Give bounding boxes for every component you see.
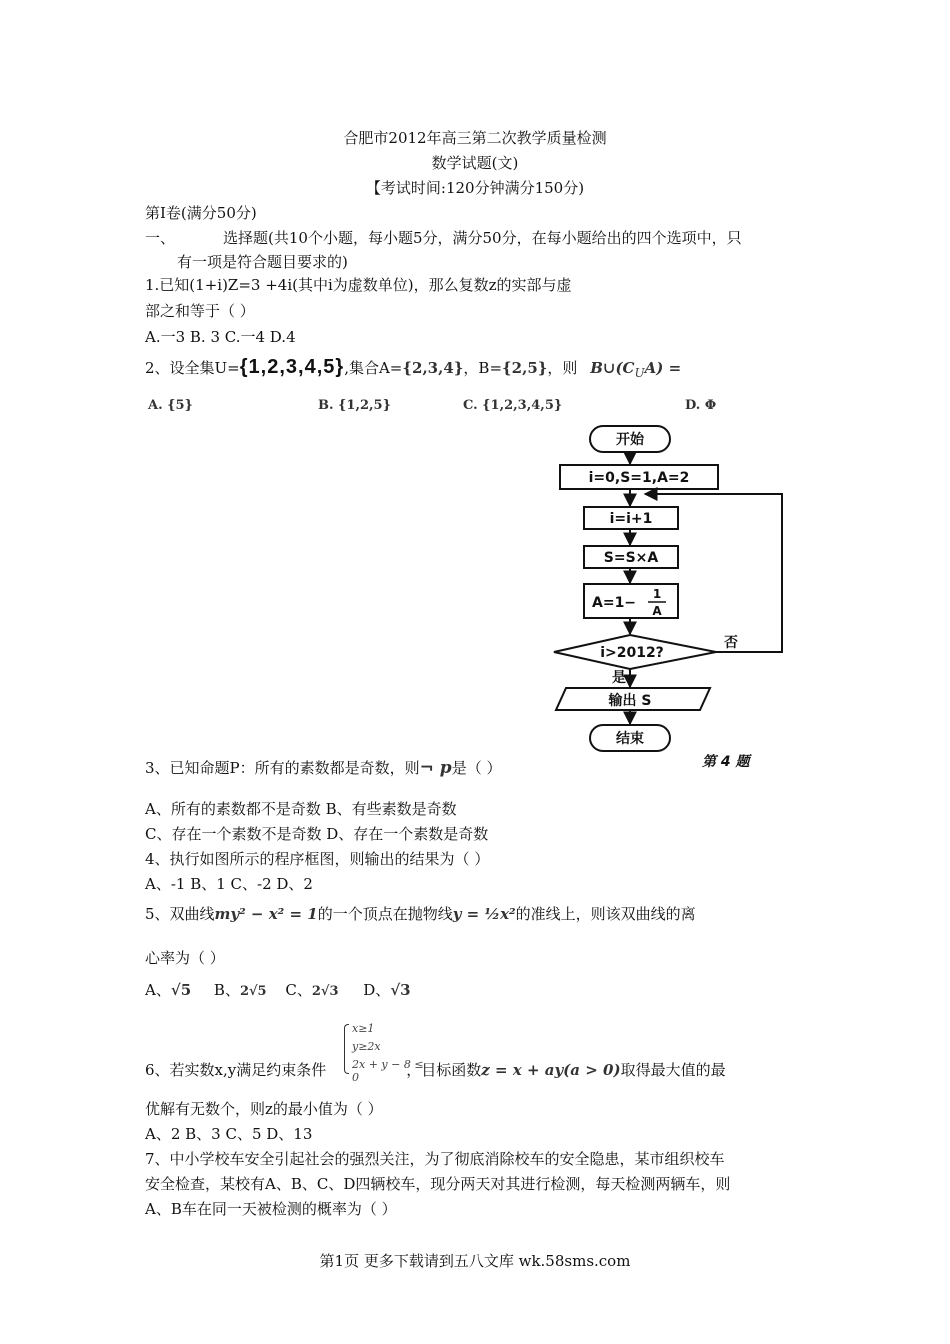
q2-prefix: 2、设全集U= — [145, 359, 240, 377]
q2-option-b: B. {1,2,5} — [318, 398, 391, 413]
q6-cond3: 2x + y − 8 ≤ 0 — [352, 1058, 424, 1084]
exam-subtitle: 数学试题(文) — [431, 154, 519, 172]
q5-suffix: 的准线上，则该双曲线的离 — [515, 905, 696, 923]
q2-line — [145, 357, 681, 383]
q2-set-a: {2,3,4} — [402, 359, 464, 377]
q6-expr: z = x + ay(a > 0) — [481, 1061, 621, 1079]
q3-expr: ¬ p — [419, 758, 452, 778]
q5-prefix: 5、双曲线 — [145, 905, 215, 923]
page-footer: 第1页 更多下载请到五八文库 wk.58sms.com — [319, 1252, 631, 1270]
q2-mid-a: ,集合A= — [344, 359, 403, 377]
q6-cond1: x≥1 — [352, 1022, 375, 1035]
q5-opt-a-label: A、 — [145, 981, 171, 999]
q3-options-cd: C、存在一个素数不是奇数 D、存在一个素数是奇数 — [145, 825, 489, 843]
q6-options: A、2 B、3 C、5 D、13 — [145, 1125, 313, 1143]
q6-suffix: 取得最大值的最 — [620, 1061, 726, 1079]
q2-expr: B∪(C — [590, 359, 635, 377]
q5-mid: 的一个顶点在抛物线 — [317, 905, 453, 923]
q5-opt-c: 2√3 — [311, 984, 339, 999]
q6-cond2: y≥2x — [352, 1040, 381, 1053]
flow-no-label: 否 — [724, 635, 738, 651]
q5-opt-c-label: C、 — [285, 981, 312, 999]
q2-expr-end: A) = — [644, 359, 682, 377]
q7-text-1: 7、中小学校车安全引起社会的强烈关注，为了彻底消除校车的安全隐患，某市组织校车 — [145, 1150, 725, 1168]
q6-text-2: 优解有无数个，则z的最小值为（ ） — [145, 1100, 383, 1118]
q3-suffix: 是（ ） — [451, 759, 502, 777]
flow-step3-den: A — [652, 604, 662, 618]
q3-line — [145, 758, 501, 778]
flow-step3-label: A=1− — [592, 595, 637, 611]
q5-opt-d-label: D、 — [363, 981, 391, 999]
q5-opt-b: 2√5 — [239, 984, 267, 999]
q4-options: A、-1 B、1 C、-2 D、2 — [145, 875, 313, 893]
exam-title: 合肥市2012年高三第二次教学质量检测 — [343, 129, 607, 147]
q1-text-1: 1.已知(1+i)Z=3 +4i(其中i为虚数单位)，那么复数z的实部与虚 — [145, 276, 572, 294]
q7-text-3: A、B车在同一天被检测的概率为（ ） — [145, 1200, 397, 1218]
q5-opt-d: √3 — [390, 981, 411, 999]
q3-text: 3、已知命题P：所有的素数都是奇数，则 — [145, 759, 420, 777]
q6-line — [145, 1060, 726, 1080]
part-heading — [145, 228, 742, 248]
q5-expr1: my² − x² = 1 — [214, 905, 318, 923]
flow-caption: 第 4 题 — [702, 754, 750, 770]
q5-line — [145, 904, 696, 924]
flowchart — [552, 420, 802, 770]
q2-option-a: A. {5} — [148, 398, 193, 413]
flow-step2-label: S=S×A — [603, 550, 659, 566]
q5-options — [145, 980, 411, 1002]
section-label: 第I卷(满分50分) — [145, 204, 257, 222]
q2-mid-then: ，则 — [547, 359, 578, 377]
q5-text-2: 心率为（ ） — [145, 949, 225, 967]
q1-options: A.一3 B. 3 C.一4 D.4 — [145, 328, 296, 346]
part-text-2: 有一项是符合题目要求的) — [177, 253, 348, 271]
flow-decision-label: i>2012? — [600, 645, 664, 661]
q5-opt-b-label: B、 — [213, 981, 240, 999]
q6-prefix: 6、若实数x,y满足约束条件 — [145, 1061, 327, 1079]
flow-step3-num: 1 — [652, 587, 662, 601]
flow-end-label: 结束 — [616, 731, 644, 747]
part-text-1: 选择题(共10个小题，每小题5分，满分50分，在每小题给出的四个选项中，只 — [223, 229, 742, 247]
flow-loop-line — [645, 494, 782, 652]
q5-opt-a: √5 — [170, 981, 192, 999]
part-number: 一、 — [145, 229, 176, 247]
flow-init-label: i=0,S=1,A=2 — [588, 470, 690, 486]
q2-option-c: C. {1,2,3,4,5} — [463, 398, 563, 413]
q2-mid-b: ，B= — [463, 359, 503, 377]
flow-start-label: 开始 — [616, 432, 644, 448]
q1-text-2: 部之和等于（ ） — [145, 302, 255, 320]
q2-set-b: {2,5} — [502, 359, 548, 377]
q2-option-d: D. Φ — [685, 398, 717, 413]
flow-step1-label: i=i+1 — [609, 511, 653, 527]
q7-text-2: 安全检查，某校有A、B、C、D四辆校车，现分两天对其进行检测，每天检测两辆车，则 — [145, 1175, 731, 1193]
q5-expr2: y = ½x² — [452, 905, 516, 923]
q3-options-ab: A、所有的素数都不是奇数 B、有些素数是奇数 — [145, 800, 457, 818]
q2-expr-sub: U — [634, 366, 645, 380]
flow-yes-label: 是 — [612, 670, 626, 686]
flow-output-label: 输出 S — [608, 693, 652, 709]
exam-info: 【考试时间:120分钟满分150分) — [365, 179, 585, 197]
q6-mid: ，目标函数 — [406, 1061, 482, 1079]
q2-set-u: {1,2,3,4,5} — [239, 356, 345, 378]
q4-text: 4、执行如图所示的程序框图，则输出的结果为（ ） — [145, 850, 490, 868]
